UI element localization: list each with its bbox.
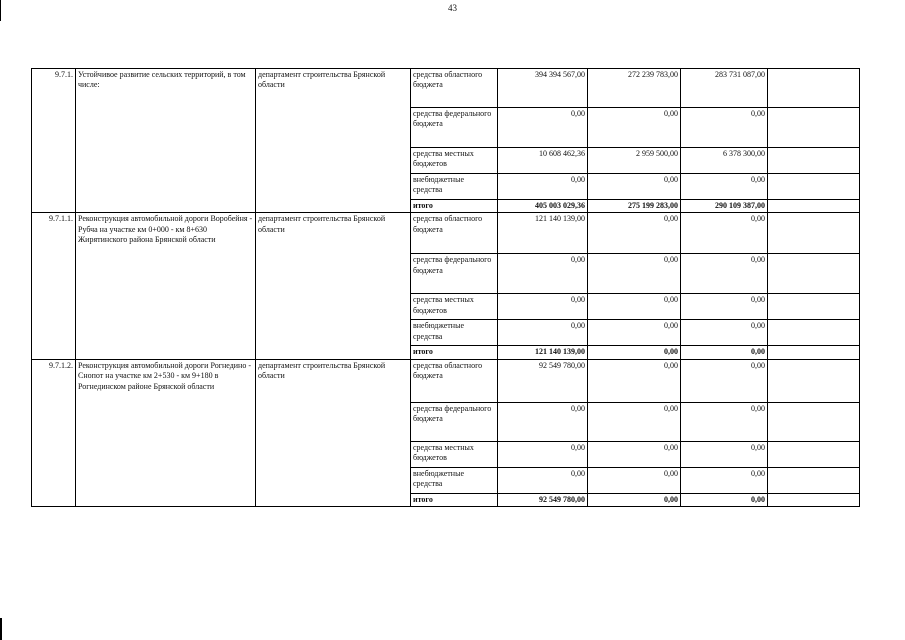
empty-cell [768,359,860,402]
budget-table [31,68,860,507]
item-executor: департамент строительства Брянской области [256,213,411,359]
amount-year-1: 0,00 [498,174,588,200]
amount-year-2: 0,00 [588,294,681,320]
empty-cell [768,493,860,506]
total-label: итого [411,200,498,213]
amount-year-3: 0,00 [681,320,768,346]
amount-year-2: 272 239 783,00 [588,69,681,108]
item-description: Устойчивое развитие сельских территорий, в том числе: [76,69,256,213]
funding-source: средства областного бюджета [411,213,498,254]
item-description: Реконструкция автомобильной дороги Рогнедино - Снопот на участке км 2+530 - км 9+180 в Рогнединском районе Брянской области [76,359,256,506]
empty-cell [768,69,860,108]
total-year-3: 0,00 [681,346,768,359]
amount-year-2: 0,00 [588,174,681,200]
amount-year-1: 92 549 780,00 [498,359,588,402]
item-code: 9.7.1.1. [32,213,76,359]
empty-cell [768,254,860,294]
empty-cell [768,213,860,254]
empty-cell [768,294,860,320]
total-year-1: 405 003 029,36 [498,200,588,213]
scan-edge-mark-bottom [0,618,2,640]
amount-year-2: 2 959 500,00 [588,148,681,174]
amount-year-1: 0,00 [498,402,588,441]
amount-year-1: 10 608 462,36 [498,148,588,174]
funding-source: средства областного бюджета [411,359,498,402]
amount-year-3: 0,00 [681,402,768,441]
amount-year-3: 0,00 [681,254,768,294]
empty-cell [768,402,860,441]
total-label: итого [411,346,498,359]
funding-source: средства местных бюджетов [411,441,498,467]
total-year-3: 0,00 [681,493,768,506]
page-number: 43 [448,3,457,13]
amount-year-1: 0,00 [498,108,588,148]
amount-year-1: 0,00 [498,441,588,467]
amount-year-3: 0,00 [681,294,768,320]
amount-year-3: 283 731 087,00 [681,69,768,108]
amount-year-1: 0,00 [498,320,588,346]
funding-source: средства федерального бюджета [411,402,498,441]
funding-source: внебюджетные средства [411,320,498,346]
funding-source: средства областного бюджета [411,69,498,108]
funding-source: средства федерального бюджета [411,108,498,148]
total-year-2: 275 199 283,00 [588,200,681,213]
amount-year-1: 0,00 [498,254,588,294]
funding-row [32,69,860,108]
funding-source: средства местных бюджетов [411,294,498,320]
total-year-1: 121 140 139,00 [498,346,588,359]
empty-cell [768,200,860,213]
budget-table-body [32,69,860,507]
amount-year-2: 0,00 [588,402,681,441]
amount-year-1: 121 140 139,00 [498,213,588,254]
total-year-2: 0,00 [588,493,681,506]
amount-year-3: 0,00 [681,359,768,402]
item-executor: департамент строительства Брянской области [256,69,411,213]
total-year-1: 92 549 780,00 [498,493,588,506]
item-code: 9.7.1. [32,69,76,213]
amount-year-2: 0,00 [588,359,681,402]
funding-source: средства местных бюджетов [411,148,498,174]
item-code: 9.7.1.2. [32,359,76,506]
empty-cell [768,108,860,148]
amount-year-2: 0,00 [588,213,681,254]
amount-year-3: 0,00 [681,213,768,254]
amount-year-3: 0,00 [681,441,768,467]
amount-year-3: 0,00 [681,174,768,200]
amount-year-2: 0,00 [588,254,681,294]
amount-year-2: 0,00 [588,108,681,148]
amount-year-3: 0,00 [681,108,768,148]
amount-year-2: 0,00 [588,467,681,493]
amount-year-1: 0,00 [498,467,588,493]
item-executor: департамент строительства Брянской области [256,359,411,506]
empty-cell [768,441,860,467]
empty-cell [768,320,860,346]
empty-cell [768,346,860,359]
funding-source: внебюджетные средства [411,174,498,200]
item-description: Реконструкция автомобильной дороги Воробейня - Рубча на участке км 0+000 - км 8+630 Жирятинского района Брянской области [76,213,256,359]
amount-year-3: 6 378 300,00 [681,148,768,174]
total-year-2: 0,00 [588,346,681,359]
empty-cell [768,148,860,174]
funding-row [32,359,860,402]
amount-year-1: 0,00 [498,294,588,320]
amount-year-1: 394 394 567,00 [498,69,588,108]
amount-year-2: 0,00 [588,320,681,346]
empty-cell [768,467,860,493]
funding-source: внебюджетные средства [411,467,498,493]
empty-cell [768,174,860,200]
total-label: итого [411,493,498,506]
amount-year-3: 0,00 [681,467,768,493]
funding-source: средства федерального бюджета [411,254,498,294]
amount-year-2: 0,00 [588,441,681,467]
funding-row [32,213,860,254]
total-year-3: 290 109 387,00 [681,200,768,213]
